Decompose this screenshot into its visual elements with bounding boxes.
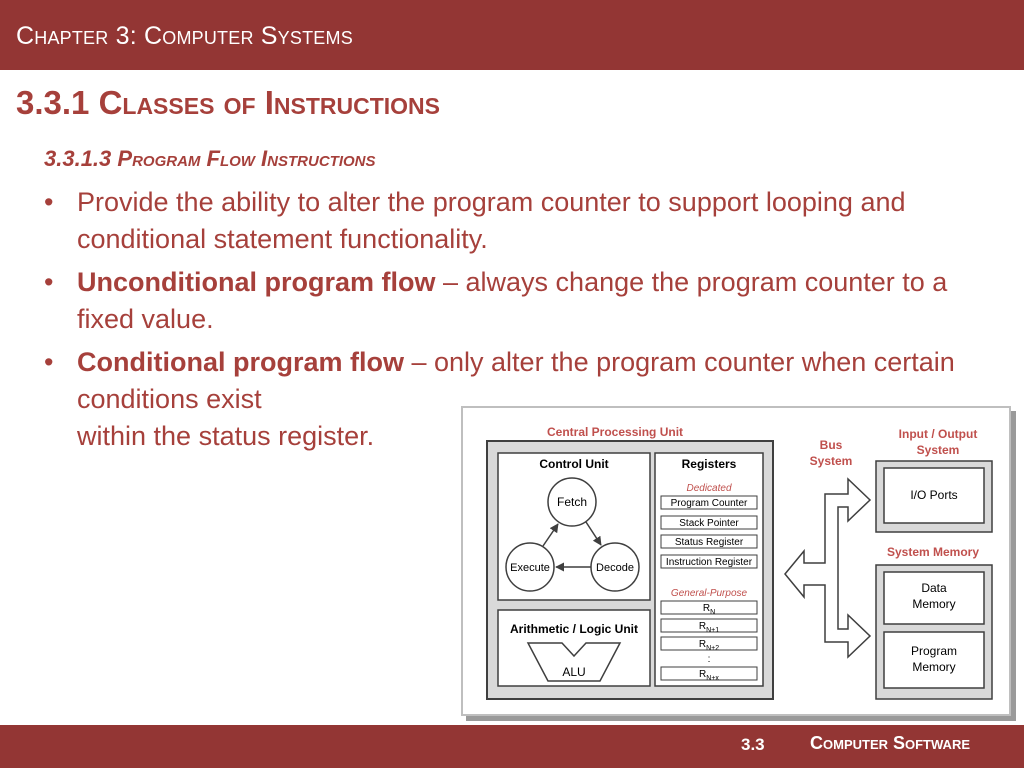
fetch-label: Fetch — [556, 495, 588, 509]
section-title: 3.3.1 Classes of Instructions — [16, 84, 440, 121]
bullet-term: Unconditional program flow — [77, 267, 436, 297]
register-status: Status Register — [674, 537, 744, 548]
bullet-glyph: • — [44, 267, 54, 297]
bullet-text: – only alter the program counter when certain conditions exist — [77, 347, 955, 414]
bullet-term: Conditional program flow — [77, 347, 404, 377]
alu-title: Arithmetic / Logic Unit — [509, 622, 639, 636]
register-ellipsis: : — [707, 654, 711, 665]
cpu-title: Central Processing Unit — [547, 425, 684, 439]
register-rn1: $R_{N+1}$ — [698, 621, 720, 634]
register-program-counter: Program Counter — [670, 498, 748, 509]
general-purpose-label: General-Purpose — [670, 588, 748, 599]
data-memory-line1: Data — [921, 581, 947, 595]
computer-architecture-diagram — [460, 405, 1016, 721]
bullet-text: – always change the program counter to a fixed value. — [77, 267, 948, 334]
bullet-text: Provide the ability to alter the program counter to support looping and conditional statement functionality. — [77, 187, 906, 254]
data-memory-line2: Memory — [912, 597, 956, 611]
memory-title: System Memory — [886, 545, 980, 559]
control-unit-title: Control Unit — [539, 457, 609, 471]
register-instruction: Instruction Register — [665, 557, 753, 568]
subsection-title: 3.3.1.3 Program Flow Instructions — [44, 146, 376, 171]
footer-bar — [0, 725, 1024, 768]
header-bar — [0, 0, 1024, 70]
program-memory-line2: Memory — [912, 660, 956, 674]
bus-label-line1: Bus — [819, 438, 843, 452]
register-rn: $R_N$ — [702, 603, 716, 616]
chapter-title: Chapter 3: Computer Systems — [16, 22, 353, 50]
bullet-text-continued: within the status register. — [77, 421, 375, 451]
decode-label: Decode — [596, 562, 634, 574]
page-number: 3.3 — [741, 735, 765, 754]
footer-title: Computer Software — [810, 733, 970, 753]
alu-label: ALU — [562, 665, 586, 679]
program-memory-line1: Program — [910, 644, 958, 658]
bullet-glyph: • — [44, 347, 54, 377]
io-ports-label: I/O Ports — [910, 488, 958, 502]
bullet-item — [44, 264, 984, 338]
bullet-item — [44, 184, 984, 258]
register-rnx: $R_{N+x}$ — [699, 669, 719, 682]
registers-title: Registers — [681, 457, 737, 471]
bullet-glyph: • — [44, 187, 54, 217]
bus-label-line2: System — [809, 454, 853, 468]
execute-label: Execute — [510, 562, 550, 574]
dedicated-label: Dedicated — [686, 483, 732, 494]
general-registers — [661, 601, 757, 682]
register-stack-pointer: Stack Pointer — [679, 518, 739, 529]
io-title-line1: Input / Output — [898, 427, 978, 441]
io-title-line2: System — [916, 443, 960, 457]
register-rn2: $R_{N+2}$ — [698, 639, 720, 652]
